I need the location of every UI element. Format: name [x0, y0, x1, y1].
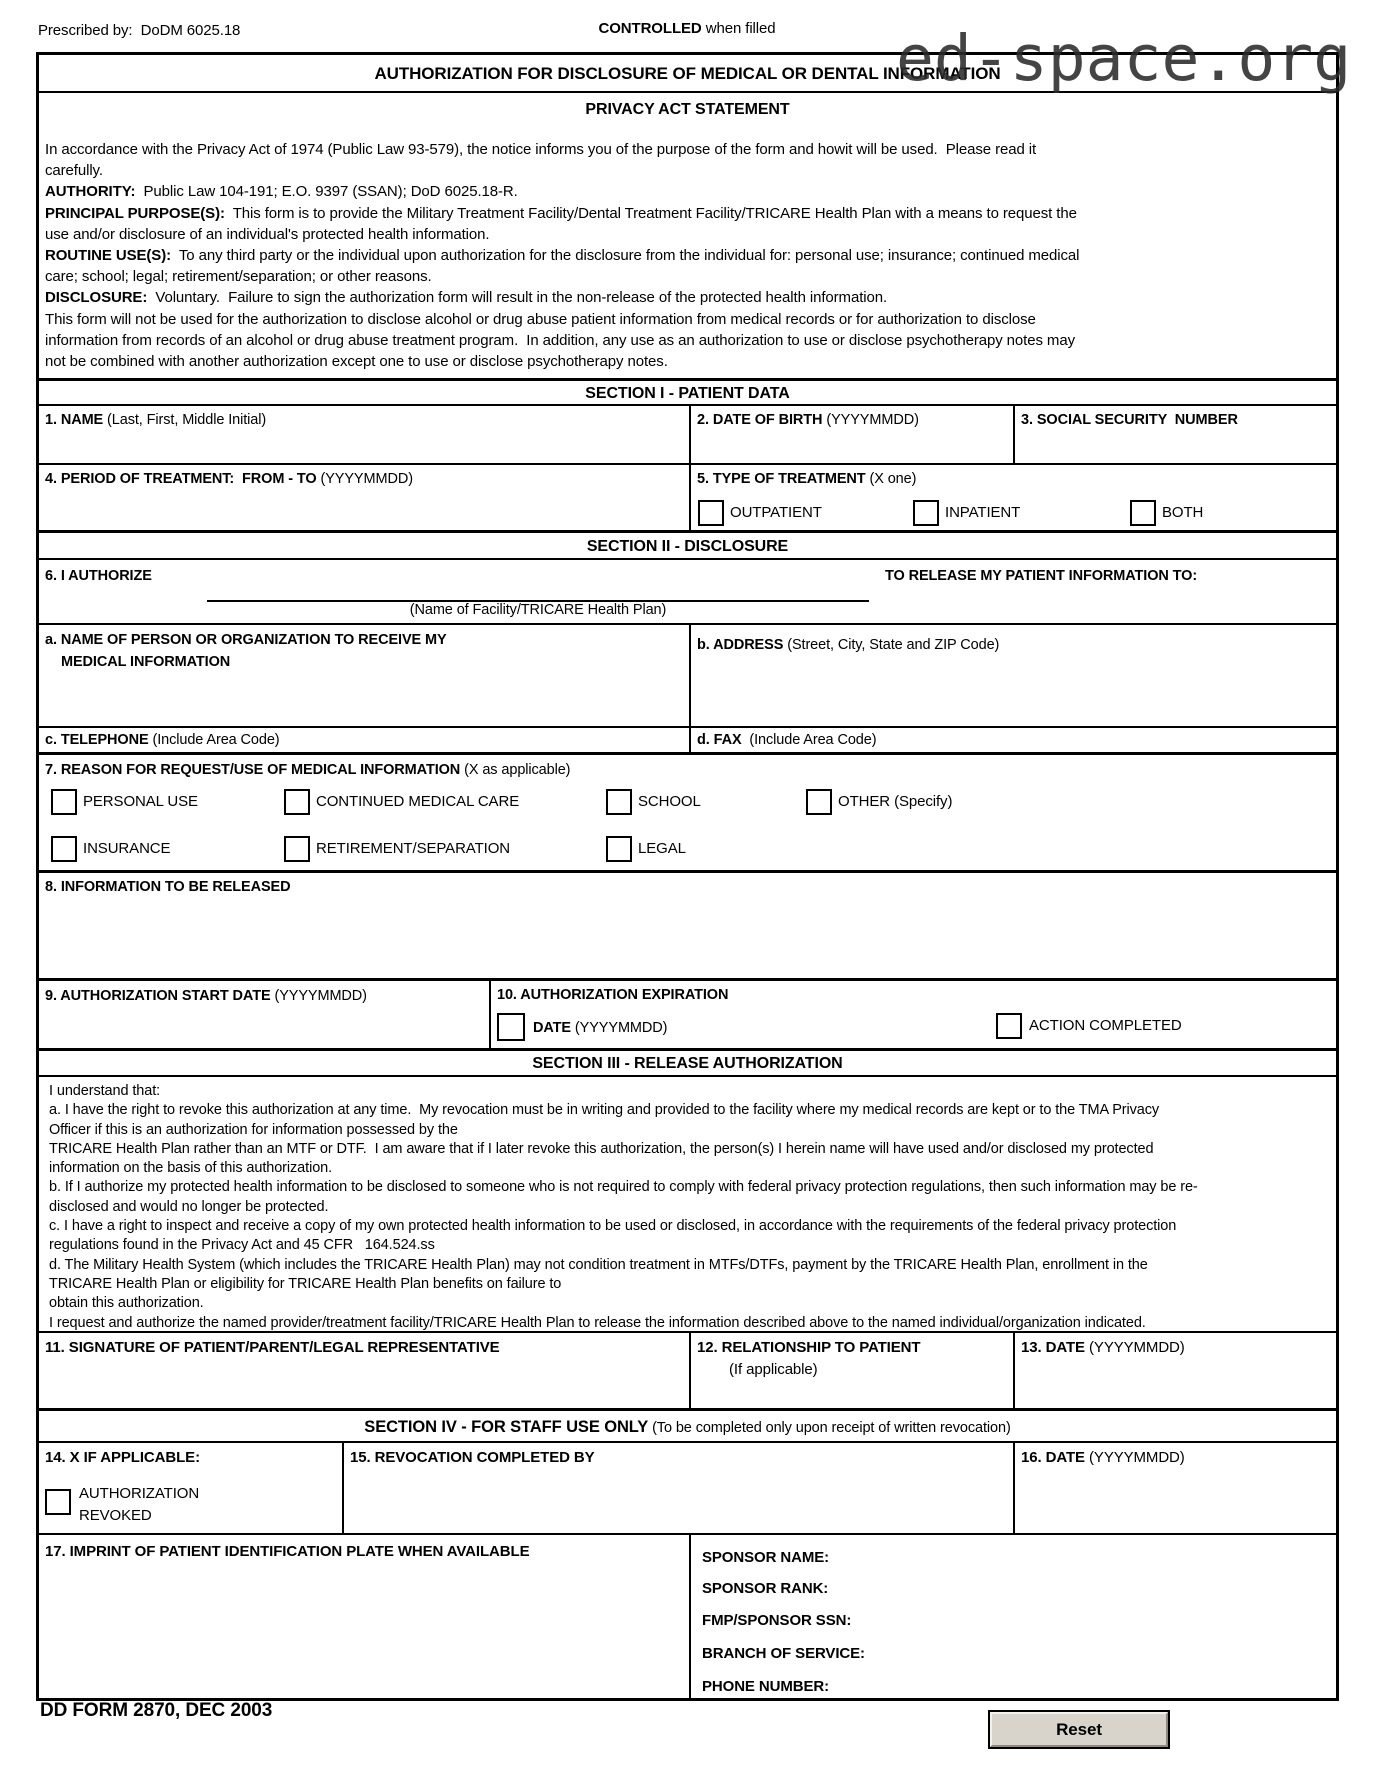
- privacy-act-text: [45, 139, 1330, 372]
- both-label: BOTH: [1162, 504, 1204, 521]
- reason-hint: (X as applicable): [460, 762, 571, 778]
- action-completed-label: ACTION COMPLETED: [1029, 1017, 1182, 1034]
- privacy-line: AUTHORITY: Public Law 104-191; E.O. 9397 (SSAN); DoD 6025.18-R.: [45, 183, 518, 201]
- sponsor-rank-label: SPONSOR RANK:: [702, 1580, 829, 1597]
- privacy-line: care; school; legal; retirement/separation; or other reasons.: [45, 268, 432, 286]
- controlled-when-filled-label: [0, 20, 1374, 37]
- ssn-label: 3. SOCIAL SECURITY NUMBER: [1021, 412, 1238, 428]
- imprint-label: 17. IMPRINT OF PATIENT IDENTIFICATION PLATE WHEN AVAILABLE: [45, 1543, 530, 1560]
- period-hint: (YYYYMMDD): [316, 471, 413, 487]
- recipient-row: [39, 625, 1336, 728]
- release-line: I understand that:: [49, 1083, 161, 1099]
- personal-use-label: PERSONAL USE: [83, 793, 198, 810]
- date-16-hint: (YYYYMMDD): [1084, 1449, 1185, 1466]
- authorize-label: 6. I AUTHORIZE: [45, 568, 152, 584]
- release-line: disclosed and would no longer be protected.: [49, 1198, 329, 1215]
- section4-heading-bold: SECTION IV - FOR STAFF USE ONLY: [364, 1418, 649, 1436]
- phone-fax-row: [39, 728, 1336, 755]
- recipient-label-line1: a. NAME OF PERSON OR ORGANIZATION TO RECEIVE MY: [45, 632, 447, 648]
- release-line: b. If I authorize my protected health information to be disclosed to someone who is not required to comply with federal privacy protection regulations, then such information may be re-: [49, 1179, 1198, 1196]
- section3-heading: SECTION III - RELEASE AUTHORIZATION: [39, 1051, 1336, 1077]
- section1-heading: SECTION I - PATIENT DATA: [39, 381, 1336, 406]
- telephone-label: c. TELEPHONE: [45, 732, 149, 748]
- outpatient-checkbox[interactable]: [698, 500, 724, 526]
- relationship-field[interactable]: [689, 1333, 1013, 1408]
- expiration-date-label: DATE: [533, 1020, 571, 1036]
- privacy-line: In accordance with the Privacy Act of 1974 (Public Law 93-579), the notice informs you of the purpose of the form and howit will be used. Please read it: [45, 141, 1037, 158]
- address-field[interactable]: [689, 625, 1336, 726]
- sponsor-cell[interactable]: [689, 1535, 1336, 1698]
- outpatient-label: OUTPATIENT: [730, 504, 822, 521]
- start-date-hint: (YYYYMMDD): [270, 988, 367, 1004]
- dob-field[interactable]: [689, 406, 1013, 463]
- info-released-label: 8. INFORMATION TO BE RELEASED: [45, 879, 291, 895]
- facility-name-input[interactable]: [207, 568, 869, 602]
- continued-medical-care-label: CONTINUED MEDICAL CARE: [316, 793, 520, 810]
- insurance-label: INSURANCE: [83, 840, 171, 857]
- fax-label: d. FAX: [697, 732, 742, 748]
- name-field[interactable]: [39, 406, 689, 463]
- release-line: obtain this authorization.: [49, 1295, 204, 1312]
- branch-of-service-label: BRANCH OF SERVICE:: [702, 1645, 865, 1662]
- relationship-hint: (If applicable): [729, 1361, 818, 1378]
- expiration-label: 10. AUTHORIZATION EXPIRATION: [497, 987, 729, 1003]
- retirement-separation-label: RETIREMENT/SEPARATION: [316, 840, 511, 857]
- period-label: 4. PERIOD OF TREATMENT: FROM - TO: [45, 471, 317, 487]
- controlled-bold-text: CONTROLLED: [598, 20, 702, 37]
- privacy-line: PRINCIPAL PURPOSE(S): This form is to provide the Military Treatment Facility/Dental Treatment Facility/TRICARE Health Plan with a means to request the: [45, 204, 1077, 222]
- period-of-treatment-field[interactable]: [39, 465, 689, 530]
- inpatient-checkbox[interactable]: [913, 500, 939, 526]
- privacy-act-section: [39, 93, 1336, 381]
- type-of-treatment-cell: [689, 465, 1336, 530]
- insurance-checkbox[interactable]: [51, 836, 77, 862]
- privacy-line: ROUTINE USE(S): To any third party or the individual upon authorization for the disclosure from the individual for: personal use; insurance; continued medical: [45, 247, 1080, 265]
- prescribed-by-label: Prescribed by: DoDM 6025.18: [38, 22, 241, 39]
- relationship-label: 12. RELATIONSHIP TO PATIENT: [697, 1339, 921, 1356]
- reason-label: 7. REASON FOR REQUEST/USE OF MEDICAL INFORMATION: [45, 762, 461, 778]
- date-13-label: 13. DATE: [1021, 1339, 1085, 1356]
- dob-label: 2. DATE OF BIRTH: [697, 412, 823, 428]
- date-13-hint: (YYYYMMDD): [1084, 1339, 1185, 1356]
- date-16-field[interactable]: [1013, 1443, 1336, 1533]
- retirement-separation-checkbox[interactable]: [284, 836, 310, 862]
- expiration-date-hint: (YYYYMMDD): [571, 1020, 668, 1036]
- privacy-line: use and/or disclosure of an individual's protected health information.: [45, 225, 490, 243]
- reason-row: [39, 755, 1336, 873]
- expiration-cell: [489, 981, 1336, 1048]
- privacy-line: information from records of an alcohol or drug abuse treatment program. In addition, any use as an authorization to use or disclose psychotherapy notes may: [45, 331, 1075, 349]
- privacy-line: carefully.: [45, 162, 103, 180]
- release-line: d. The Military Health System (which includes the TRICARE Health Plan) may not condition treatment in MTFs/DTFs, payment by the TRICARE Health Plan, enrollment in the: [49, 1256, 1148, 1273]
- release-line: a. I have the right to revoke this authorization at any time. My revocation must be in writing and provided to the facility where my medical records are kept or to the TMA Privacy: [49, 1102, 1160, 1119]
- revocation-by-field[interactable]: [342, 1443, 1013, 1533]
- privacy-act-heading: PRIVACY ACT STATEMENT: [585, 101, 790, 118]
- watermark-text: ed-space.org: [896, 22, 1352, 95]
- authorization-dates-row: [39, 981, 1336, 1051]
- telephone-field[interactable]: [39, 728, 689, 752]
- info-released-field[interactable]: [39, 873, 1336, 981]
- other-checkbox[interactable]: [806, 789, 832, 815]
- fax-field[interactable]: [689, 728, 1336, 752]
- form-frame: [36, 52, 1339, 1701]
- school-checkbox[interactable]: [606, 789, 632, 815]
- release-line: c. I have a right to inspect and receive a copy of my own protected health information to be used or disclosed, in accordance with the requirements of the federal privacy protection: [49, 1218, 1177, 1235]
- section4-heading: [39, 1411, 1336, 1443]
- if-applicable-cell: [39, 1443, 342, 1533]
- release-line: Officer if this is an authorization for information possessed by the: [49, 1121, 458, 1138]
- release-line: information on the basis of this authorization.: [49, 1160, 333, 1177]
- revocation-by-label: 15. REVOCATION COMPLETED BY: [350, 1449, 595, 1466]
- telephone-hint: (Include Area Code): [148, 732, 280, 748]
- patient-data-row: [39, 406, 1336, 465]
- school-label: SCHOOL: [638, 793, 701, 810]
- personal-use-checkbox[interactable]: [51, 789, 77, 815]
- legal-label: LEGAL: [638, 840, 686, 857]
- authorization-revoked-label-line2: REVOKED: [79, 1507, 152, 1524]
- treatment-row: [39, 465, 1336, 533]
- privacy-line: DISCLOSURE: Voluntary. Failure to sign the authorization form will result in the non-release of the protected health information.: [45, 289, 888, 307]
- name-label: 1. NAME: [45, 412, 104, 428]
- name-hint: (Last, First, Middle Initial): [103, 412, 267, 428]
- imprint-row: [39, 1535, 1336, 1698]
- form-title: AUTHORIZATION FOR DISCLOSURE OF MEDICAL OR DENTAL INFORMATION: [39, 55, 1336, 93]
- phone-number-label: PHONE NUMBER:: [702, 1678, 830, 1695]
- imprint-field[interactable]: [39, 1535, 689, 1698]
- authorization-revoked-checkbox[interactable]: [45, 1489, 71, 1515]
- form-number: DD FORM 2870, DEC 2003: [40, 1700, 273, 1721]
- fax-hint: (Include Area Code): [741, 732, 877, 748]
- authorization-revoked-label-line1: AUTHORIZATION: [79, 1485, 200, 1502]
- type-label-wrap: [697, 470, 916, 488]
- both-checkbox[interactable]: [1130, 500, 1156, 526]
- legal-checkbox[interactable]: [606, 836, 632, 862]
- release-authorization-text: [39, 1077, 1336, 1333]
- date-16-label: 16. DATE: [1021, 1449, 1085, 1466]
- inpatient-label: INPATIENT: [945, 504, 1021, 521]
- other-label: OTHER (Specify): [838, 793, 953, 810]
- sponsor-name-label: SPONSOR NAME:: [702, 1549, 830, 1566]
- privacy-line: This form will not be used for the authorization to disclose alcohol or drug abuse patient information from medical records or for authorization to disclose: [45, 310, 1036, 328]
- reset-button[interactable]: [988, 1710, 1170, 1749]
- release-to-label: TO RELEASE MY PATIENT INFORMATION TO:: [885, 568, 1198, 584]
- recipient-label-line2: MEDICAL INFORMATION: [61, 654, 231, 670]
- start-date-label: 9. AUTHORIZATION START DATE: [45, 988, 271, 1004]
- revocation-row: [39, 1443, 1336, 1535]
- signature-label: 11. SIGNATURE OF PATIENT/PARENT/LEGAL REPRESENTATIVE: [45, 1339, 500, 1356]
- facility-caption: (Name of Facility/TRICARE Health Plan): [409, 602, 667, 618]
- signature-row: [39, 1333, 1336, 1411]
- if-applicable-label: 14. X IF APPLICABLE:: [45, 1449, 200, 1466]
- expiration-date-checkbox[interactable]: [497, 1013, 525, 1041]
- start-date-field[interactable]: [39, 981, 489, 1048]
- release-line: TRICARE Health Plan or eligibility for TRICARE Health Plan benefits on failure to: [49, 1275, 562, 1292]
- recipient-name-field[interactable]: [39, 625, 689, 726]
- continued-medical-care-checkbox[interactable]: [284, 789, 310, 815]
- address-label: b. ADDRESS: [697, 637, 784, 653]
- release-line: TRICARE Health Plan rather than an MTF or DTF. I am aware that if I later revoke this authorization, the person(s) I herein name will have used and/or disclosed my protected: [49, 1140, 1154, 1157]
- date-13-field[interactable]: [1013, 1333, 1336, 1408]
- release-line: regulations found in the Privacy Act and 45 CFR 164.524.ss: [49, 1237, 435, 1254]
- controlled-rest-text: when filled: [701, 20, 776, 37]
- privacy-line: not be combined with another authorization except one to use or disclose psychotherapy notes.: [45, 353, 668, 371]
- action-completed-checkbox[interactable]: [996, 1013, 1022, 1039]
- reset-button-label: Reset: [990, 1712, 1168, 1747]
- address-hint: (Street, City, State and ZIP Code): [783, 637, 1000, 653]
- fmp-sponsor-ssn-label: FMP/SPONSOR SSN:: [702, 1612, 852, 1629]
- section4-heading-rest: (To be completed only upon receipt of written revocation): [648, 1420, 1011, 1436]
- authorize-row: [39, 560, 1336, 625]
- section2-heading: SECTION II - DISCLOSURE: [39, 533, 1336, 560]
- release-line: I request and authorize the named provider/treatment facility/TRICARE Health Plan to release the information described above to the named individual/organization indicated.: [49, 1314, 1146, 1331]
- type-hint: (X one): [865, 471, 917, 487]
- ssn-field[interactable]: [1013, 406, 1336, 463]
- dob-hint: (YYYYMMDD): [822, 412, 919, 428]
- signature-field[interactable]: [39, 1333, 689, 1408]
- type-label: 5. TYPE OF TREATMENT: [697, 471, 866, 487]
